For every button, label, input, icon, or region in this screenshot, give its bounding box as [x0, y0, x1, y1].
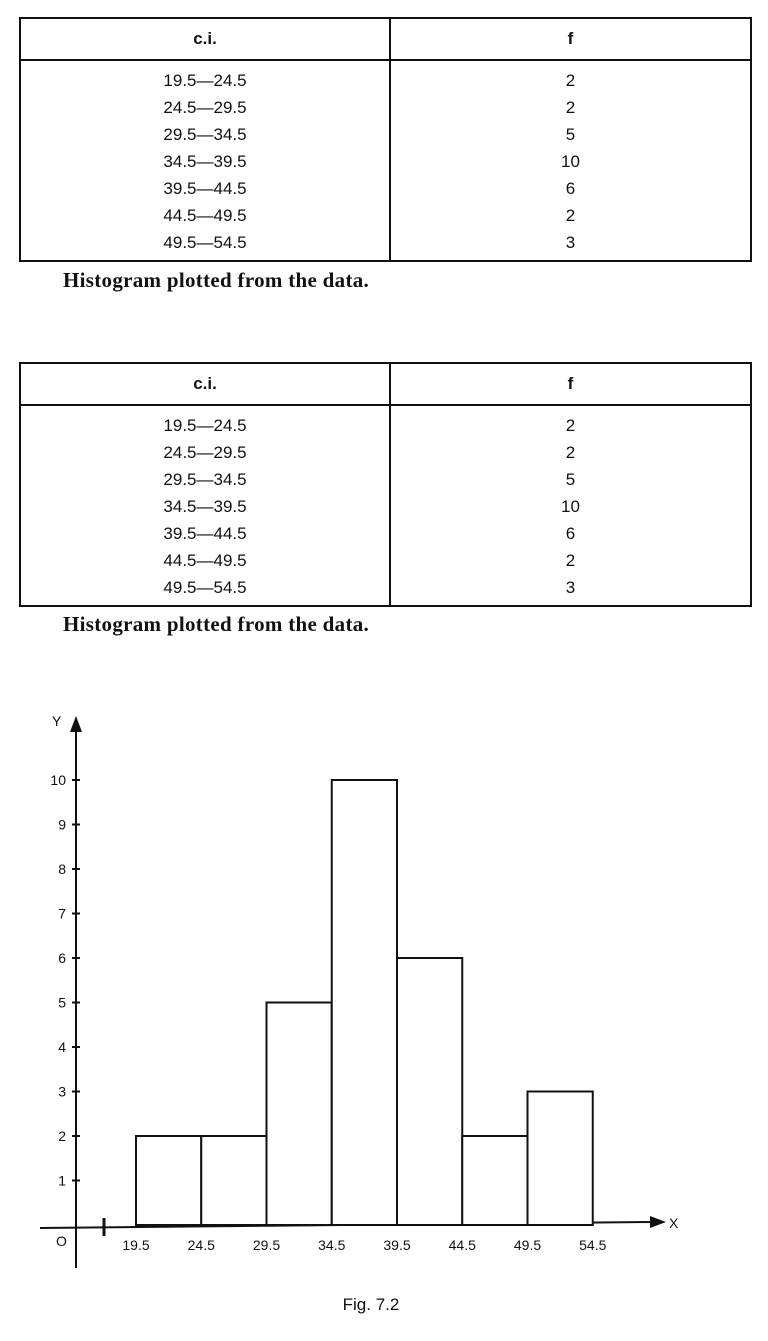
class-interval-cell: 44.5—49.5	[20, 547, 390, 574]
y-tick-label: 4	[58, 1039, 66, 1055]
histogram-bars	[136, 780, 593, 1225]
y-tick-label: 2	[58, 1128, 66, 1144]
frequency-cell: 2	[565, 71, 576, 90]
table-row	[20, 121, 751, 148]
y-axis-label: Y	[52, 713, 62, 729]
x-axis-label: X	[669, 1215, 679, 1231]
header-frequency: f	[390, 363, 751, 405]
class-interval-cell: 39.5—44.5	[20, 520, 390, 547]
x-tick-label: 49.5	[513, 1237, 542, 1253]
table-row	[20, 466, 751, 493]
table-row	[20, 493, 751, 520]
class-interval-cell: 49.5—54.5	[20, 574, 390, 606]
class-interval-cell: 19.5—24.5	[20, 60, 390, 94]
y-tick-label: 5	[58, 994, 66, 1011]
class-interval-cell: 24.5—29.5	[20, 439, 390, 466]
class-interval-cell: 24.5—29.5	[20, 94, 390, 121]
table-row	[20, 439, 751, 466]
table-row	[20, 405, 751, 439]
histogram-bar-2	[201, 1136, 266, 1225]
histogram-bar-3	[267, 1003, 332, 1226]
class-interval-cell: 49.5—54.5	[20, 229, 390, 261]
y-tick-label: 8	[58, 861, 66, 877]
y-tick-label: 1	[58, 1172, 66, 1189]
table-row	[20, 520, 751, 547]
y-axis-arrow	[70, 716, 82, 732]
frequency-cell: 2	[565, 551, 576, 570]
class-interval-cell: 29.5—34.5	[20, 121, 390, 148]
table-row	[20, 547, 751, 574]
table-row	[20, 574, 751, 606]
header-class-interval: c.i.	[20, 18, 390, 60]
x-tick-label: 39.5	[383, 1237, 411, 1253]
x-tick-label: 24.5	[187, 1237, 215, 1253]
frequency-cell: 2	[565, 443, 576, 462]
histogram-bar-7	[528, 1092, 593, 1226]
origin-label: O	[56, 1233, 67, 1249]
x-tick-label: 19.5	[122, 1237, 150, 1253]
frequency-cell: 3	[565, 578, 576, 597]
x-tick-label: 29.5	[252, 1237, 281, 1253]
histogram-bar-6	[462, 1136, 527, 1225]
table-row	[20, 229, 751, 261]
y-tick-label: 9	[58, 816, 66, 833]
frequency-cell: 6	[565, 524, 576, 543]
table-row	[20, 60, 751, 94]
frequency-cell: 5	[565, 125, 576, 144]
y-tick-label: 10	[50, 772, 66, 788]
x-tick-label: 34.5	[318, 1237, 346, 1253]
table-row	[20, 202, 751, 229]
histogram-bar-4	[332, 780, 397, 1225]
y-tick-label: 7	[58, 905, 66, 922]
frequency-table-2	[19, 362, 752, 607]
header-class-interval: c.i.	[20, 363, 390, 405]
class-interval-cell: 39.5—44.5	[20, 175, 390, 202]
frequency-cell: 5	[565, 470, 576, 489]
histogram-bar-5	[397, 958, 462, 1225]
class-interval-cell: 19.5—24.5	[20, 405, 390, 439]
frequency-table-1	[19, 17, 752, 262]
frequency-cell: 3	[565, 233, 576, 252]
frequency-cell: 2	[565, 416, 576, 435]
x-axis-arrow	[650, 1216, 666, 1228]
frequency-cell: 10	[561, 152, 580, 171]
y-tick-label: 6	[58, 950, 66, 966]
table-header-row	[20, 363, 751, 405]
frequency-cell: 6	[565, 179, 576, 198]
table-caption: Histogram plotted from the data.	[63, 612, 370, 636]
histogram-bar-1	[136, 1136, 201, 1225]
header-frequency: f	[390, 18, 751, 60]
class-interval-cell: 34.5—39.5	[20, 493, 390, 520]
histogram-chart	[0, 690, 768, 1341]
class-interval-cell: 29.5—34.5	[20, 466, 390, 493]
table-row	[20, 94, 751, 121]
frequency-cell: 2	[565, 206, 576, 225]
table-row	[20, 175, 751, 202]
x-tick-label: 44.5	[448, 1237, 476, 1253]
table-row	[20, 148, 751, 175]
table-caption: Histogram plotted from the data.	[63, 268, 370, 292]
table-header-row	[20, 18, 751, 60]
frequency-cell: 10	[561, 497, 580, 516]
y-tick-label: 3	[58, 1083, 66, 1100]
x-tick-label: 54.5	[579, 1237, 607, 1253]
frequency-cell: 2	[565, 98, 576, 117]
figure-caption: Fig. 7.2	[342, 1295, 400, 1314]
class-interval-cell: 44.5—49.5	[20, 202, 390, 229]
x-axis-ticks	[122, 1237, 606, 1253]
class-interval-cell: 34.5—39.5	[20, 148, 390, 175]
